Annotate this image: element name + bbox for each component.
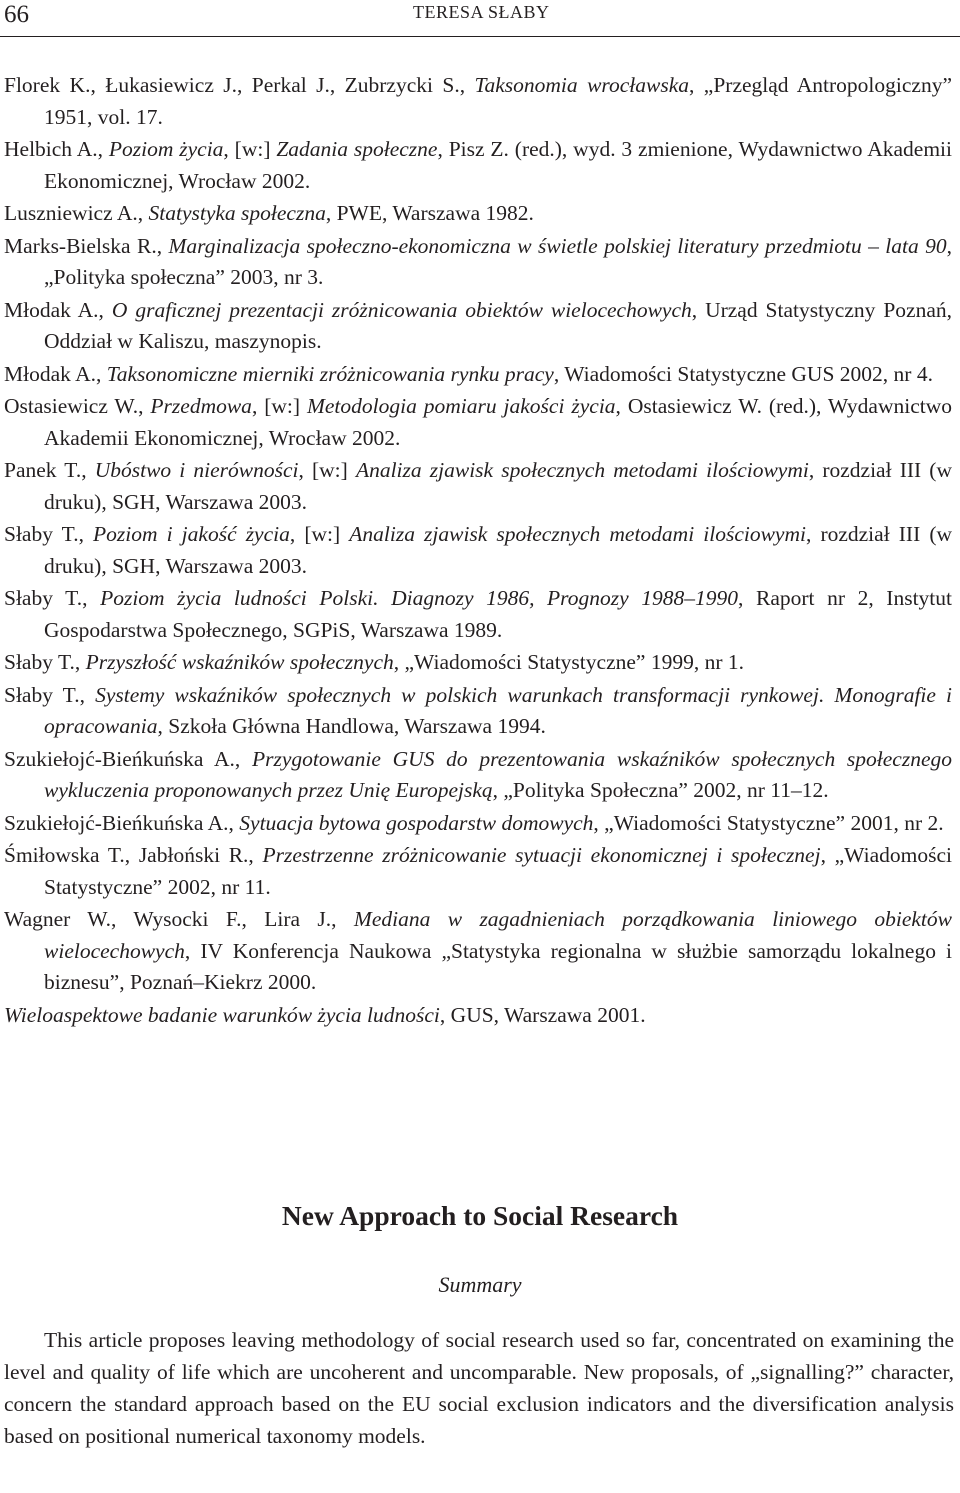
reference-text: , „Przegląd Antropologiczny” 1951, vol. 17. [44,73,952,129]
reference-text: , „Wiadomości Statystyczne” 1999, nr 1. [393,650,744,674]
reference-text: , [w:] [289,522,350,546]
reference-text: Helbich A., [4,137,109,161]
running-head: TERESA SŁABY [413,2,550,22]
reference-text: Florek K., Łukasiewicz J., Perkal J., Zubrzycki S., [4,73,475,97]
summary-body: This article proposes leaving methodology of social research used so far, concentrated on examining the level and quality of life which are uncoherent and uncomparable. New proposals, of „signalling?” character, concern the standard approach based on the EU social exclusion indicators and the diversification analysis based on positional numerical taxonomy models. [4,1328,954,1448]
reference-title: Sytuacja bytowa gospodarstw domowych [239,810,594,835]
reference-title: Przedmowa [150,394,252,418]
reference-title: Przygotowanie GUS do prezentowania wskaźników społecznych społecznego wykluczenia proponowanych przez Unię Europejską [44,746,952,802]
reference-entry [4,680,952,743]
summary-section [0,1200,960,1452]
reference-title: Analiza zjawisk społecznych metodami ilościowymi [349,522,806,546]
reference-entry [4,583,952,646]
reference-text: , rozdział III (w druku), SGH, Warszawa 2003. [44,458,952,514]
reference-title: Marginalizacja społeczno-ekonomiczna w świetle polskiej literatury przedmiotu – lata 90 [168,233,947,258]
reference-title: Taksonomiczne mierniki zróżnicowania rynku pracy [106,361,554,386]
reference-entry [4,647,952,679]
reference-title: Systemy wskaźników społecznych w polskich warunkach transformacji rynkowej. Monografie i opracowania [44,682,952,738]
header-rule [0,36,960,37]
reference-text: Panek T., [4,458,95,482]
summary-subtitle: Summary [438,1272,522,1297]
reference-text: , GUS, Warszawa 2001. [439,1002,646,1027]
reference-title: Wieloaspektowe badanie warunków życia ludności [4,1002,440,1027]
reference-title: Przyszłość wskaźników społecznych [85,650,394,674]
reference-text: Śmiłowska T., Jabłoński R., [4,843,263,867]
reference-entry [4,295,952,358]
reference-text: Słaby T., [4,586,101,610]
reference-list [4,70,952,1032]
reference-entry [4,904,952,999]
reference-entry [4,840,952,903]
reference-entry [4,808,952,840]
reference-text: , Wiadomości Statystyczne GUS 2002, nr 4. [553,361,933,386]
reference-entry [4,744,952,807]
reference-entry [4,231,952,294]
reference-text: Słaby T., [4,650,86,674]
reference-text: , „Wiadomości Statystyczne” 2001, nr 2. [593,810,944,835]
reference-text: , Pisz Z. (red.), wyd. 3 zmienione, Wydawnictwo Akademii Ekonomicznej, Wrocław 2002. [44,137,952,193]
reference-title: Poziom życia [108,137,224,161]
summary-title: New Approach to Social Research [281,1200,679,1231]
reference-title: Metodologia pomiaru jakości życia [306,394,616,418]
reference-title: Poziom i jakość życia [93,522,290,546]
reference-title: Statystyka społeczna [148,201,326,225]
reference-title: O graficznej prezentacji zróżnicowania obiektów wielocechowych [111,297,692,322]
reference-text: Wagner W., Wysocki F., Lira J., [4,907,354,931]
reference-text: Luszniewicz A., [4,201,149,225]
reference-entry [4,455,952,518]
reference-entry [4,359,952,391]
reference-entry [4,519,952,582]
reference-text: Słaby T., [4,682,96,707]
reference-text: , Ostasiewicz W. (red.), Wydawnictwo Akademii Ekonomicznej, Wrocław 2002. [44,394,952,450]
reference-text: , Urząd Statystyczny Poznań, Oddział w Kaliszu, maszynopis. [44,297,953,353]
reference-entry [4,70,952,133]
reference-entry [4,1000,952,1032]
reference-text: , [w:] [251,394,307,418]
reference-text: , Szkoła Główna Handlowa, Warszawa 1994. [157,714,546,738]
reference-text: , „Polityka Społeczna” 2002, nr 11–12. [492,778,829,802]
reference-text: , [w:] [223,137,277,161]
page-number: 66 [4,1,29,28]
reference-title: Analiza zjawisk społecznych metodami ilościowymi [355,458,809,482]
reference-title: Poziom życia ludności Polski. Diagnozy 1986, Prognozy 1988–1990 [100,586,739,610]
reference-entry [4,391,952,454]
reference-text: Młodak A., [4,297,112,322]
reference-title: Taksonomia wrocławska [474,73,689,97]
reference-entry [4,134,952,197]
reference-text: Słaby T., [4,522,94,546]
reference-text: , PWE, Warszawa 1982. [325,201,534,225]
reference-text: , Raport nr 2, Instytut Gospodarstwa Społecznego, SGPiS, Warszawa 1989. [44,586,953,642]
reference-text: Szukiełojć-Bieńkuńska A., [4,810,240,835]
reference-title: Przestrzenne zróżnicowanie sytuacji ekonomicznej i społecznej [262,843,821,867]
reference-entry [4,198,952,230]
reference-text: , IV Konferencja Naukowa „Statystyka regionalna w służbie samorządu lokalnego i biznesu”, Poznań–Kiekrz 2000. [44,938,952,994]
reference-text: Młodak A., [4,361,107,386]
reference-text: , rozdział III (w druku), SGH, Warszawa 2003. [44,522,953,578]
reference-title: Zadania społeczne [276,137,438,161]
reference-text: Marks-Bielska R., [4,233,169,258]
reference-text: , [w:] [298,458,356,482]
reference-text: , „Polityka społeczna” 2003, nr 3. [44,233,952,289]
reference-text: Ostasiewicz W., [4,394,151,418]
reference-text: Szukiełojć-Bieńkuńska A., [4,746,252,771]
page-header [0,0,960,38]
reference-title: Ubóstwo i nierówności [94,458,299,482]
reference-text: , „Wiadomości Statystyczne” 2002, nr 11. [44,843,952,899]
reference-title: Mediana w zagadnieniach porządkowania liniowego obiektów wielocechowych [44,907,952,963]
